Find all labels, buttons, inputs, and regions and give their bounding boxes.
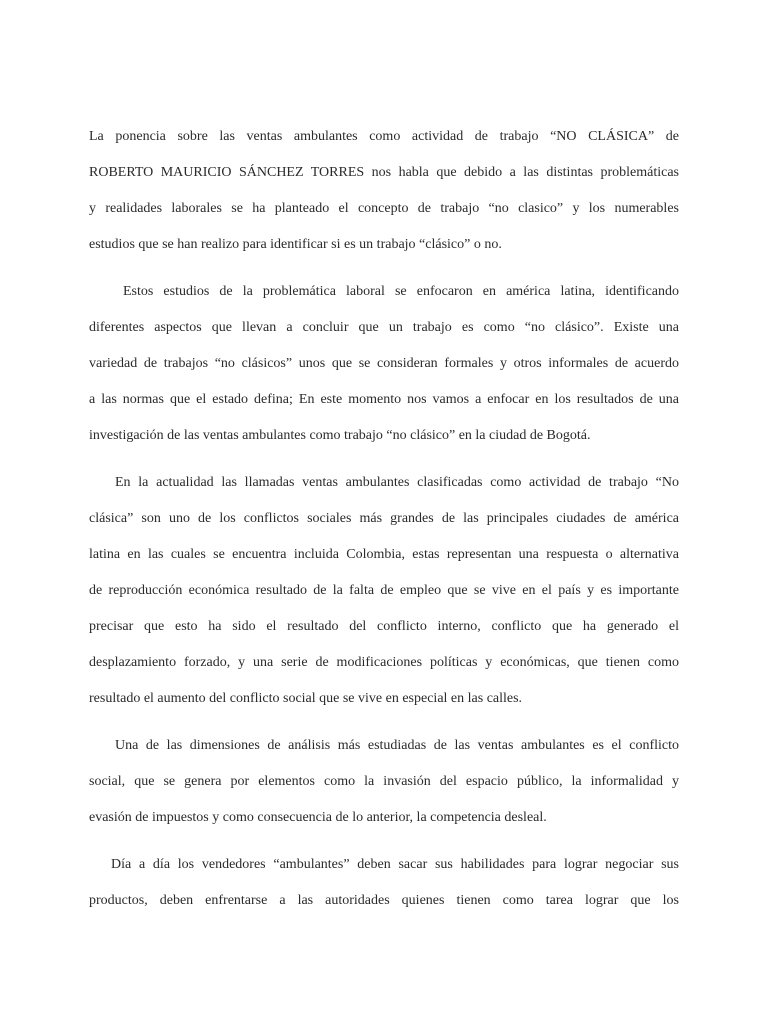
text-line: investigación de las ventas ambulantes como trabajo “no clásico” en la ciudad de Bogotá. (89, 428, 591, 443)
text-line: ROBERTO MAURICIO SÁNCHEZ TORRES nos habla que debido a las distintas problemáticas (89, 165, 679, 180)
text-line: latina en las cuales se encuentra incluida Colombia, estas representan una respuesta o alternativa (89, 547, 679, 562)
text-line: desplazamiento forzado, y una serie de modificaciones políticas y económicas, que tienen como (89, 655, 679, 670)
document-body (89, 122, 679, 922)
text-line: diferentes aspectos que llevan a concluir que un trabajo es como “no clásico”. Existe una (89, 320, 679, 335)
text-line: a las normas que el estado defina; En este momento nos vamos a enfocar en los resultados de una (89, 392, 679, 407)
text-line: variedad de trabajos “no clásicos” unos que se consideran formales y otros informales de acuerdo (89, 356, 679, 371)
text-line: y realidades laborales se ha planteado el concepto de trabajo “no clasico” y los numerables (89, 201, 679, 216)
text-line: social, que se genera por elementos como la invasión del espacio público, la informalidad y (89, 774, 679, 789)
paragraph-5 (89, 850, 679, 922)
paragraph-3 (89, 468, 679, 720)
text-line: Estos estudios de la problemática laboral se enfocaron en américa latina, identificando (123, 284, 679, 299)
paragraph-4 (89, 731, 679, 839)
paragraph-2 (89, 277, 679, 457)
text-line: Día a día los vendedores “ambulantes” deben sacar sus habilidades para lograr negociar sus (111, 857, 679, 872)
text-line: clásica” son uno de los conflictos sociales más grandes de las principales ciudades de américa (89, 511, 679, 526)
text-line: resultado el aumento del conflicto social que se vive en especial en las calles. (89, 691, 523, 706)
text-line: En la actualidad las llamadas ventas ambulantes clasificadas como actividad de trabajo “No (115, 475, 679, 490)
text-line: La ponencia sobre las ventas ambulantes como actividad de trabajo “NO CLÁSICA” de (89, 129, 679, 144)
text-line: evasión de impuestos y como consecuencia de lo anterior, la competencia desleal. (89, 810, 547, 825)
paragraph-1 (89, 122, 679, 266)
text-line: estudios que se han realizo para identificar si es un trabajo “clásico” o no. (89, 237, 502, 252)
text-line: de reproducción económica resultado de la falta de empleo que se vive en el país y es importante (89, 583, 679, 598)
text-line: productos, deben enfrentarse a las autoridades quienes tienen como tarea lograr que los (89, 893, 679, 908)
text-line: Una de las dimensiones de análisis más estudiadas de las ventas ambulantes es el conflicto (115, 738, 679, 753)
text-line: precisar que esto ha sido el resultado del conflicto interno, conflicto que ha generado el (89, 619, 679, 634)
